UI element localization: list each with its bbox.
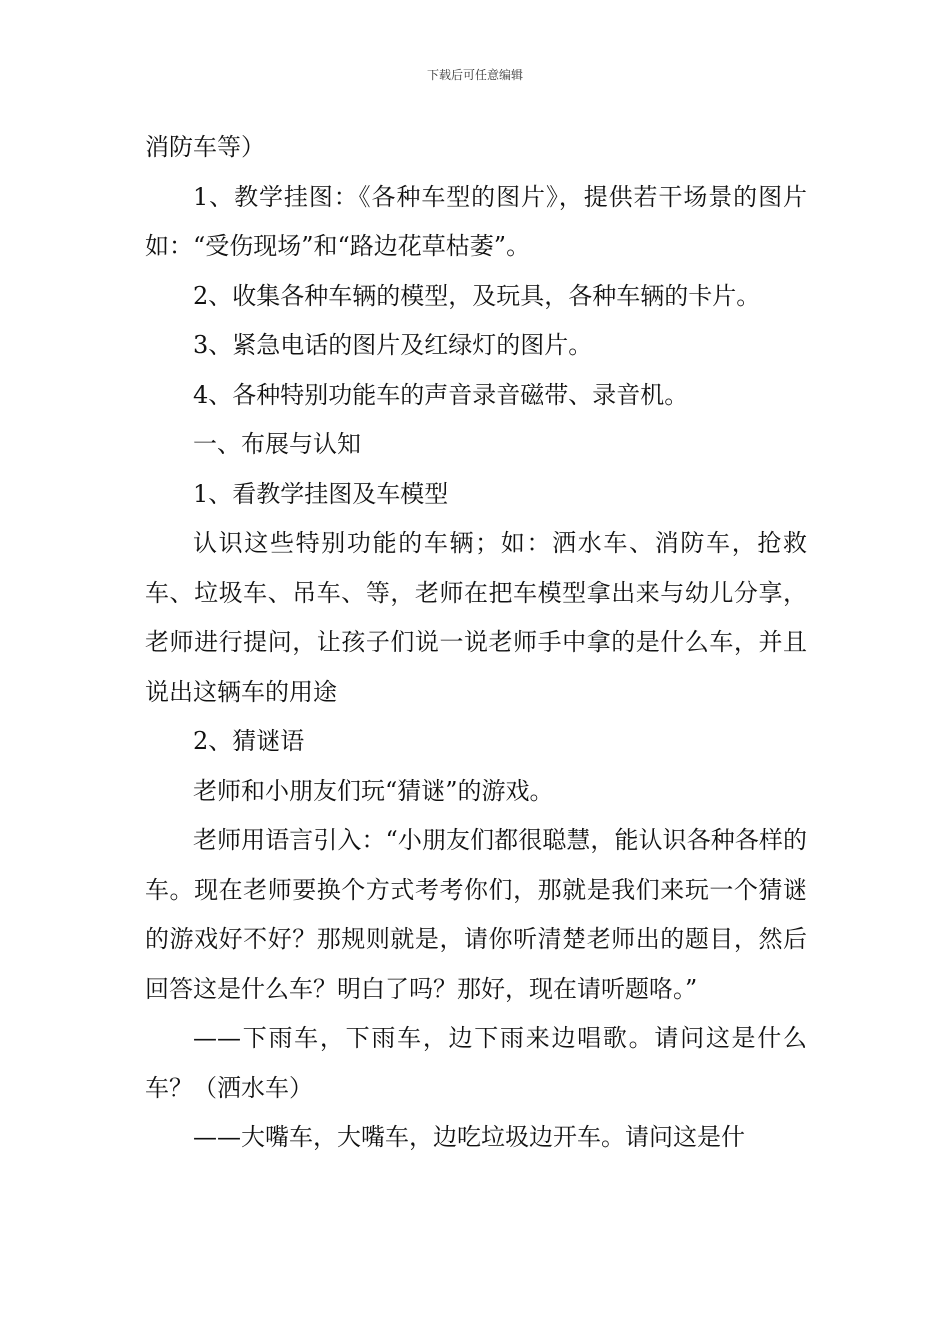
paragraph: 消防车等） xyxy=(145,133,265,161)
paragraph: 老师和小朋友们玩“猜谜”的游戏。 xyxy=(193,776,554,805)
paragraph: 3、紧急电话的图片及红绿灯的图片。 xyxy=(193,331,593,359)
section-heading: 一、布展与认知 xyxy=(193,430,361,458)
paragraph: 认识这些特别功能的车辆；如：洒水车、消防车，抢救车、垃圾车、吊车、等，老师在把车模型拿出来与幼儿分享，老师进行提问，让孩子们说一说老师手中拿的是什么车，并且说出这辆车的用途 xyxy=(145,529,807,706)
subsection-heading: 2、猜谜语 xyxy=(193,727,305,755)
paragraph: 4、各种特别功能车的声音录音磁带、录音机。 xyxy=(193,380,689,409)
paragraph: 老师用语言引入：“小朋友们都很聪慧，能认识各种各样的车。现在老师要换个方式考考你们，那就是我们来玩一个猜谜的游戏好不好？那规则就是，请你听清楚老师出的题目，然后回答这是什么车？明白了吗？那好，现在请听题咯。” xyxy=(145,826,807,1003)
paragraph: 2、收集各种车辆的模型，及玩具，各种车辆的卡片。 xyxy=(193,281,761,310)
riddle-paragraph: ——大嘴车，大嘴车，边吃垃圾边开车。请问这是什 xyxy=(193,1123,745,1151)
page-header: 下载后可任意编辑 xyxy=(426,68,523,82)
paragraph: 1、教学挂图：《各种车型的图片》，提供若干场景的图片如：“受伤现场”和“路边花草枯萎”。 xyxy=(145,182,807,260)
subsection-heading: 1、看教学挂图及车模型 xyxy=(193,479,449,508)
riddle-paragraph: ——下雨车，下雨车，边下雨来边唱歌。请问这是什么车？（洒水车） xyxy=(145,1024,807,1102)
document-body xyxy=(145,123,807,1163)
